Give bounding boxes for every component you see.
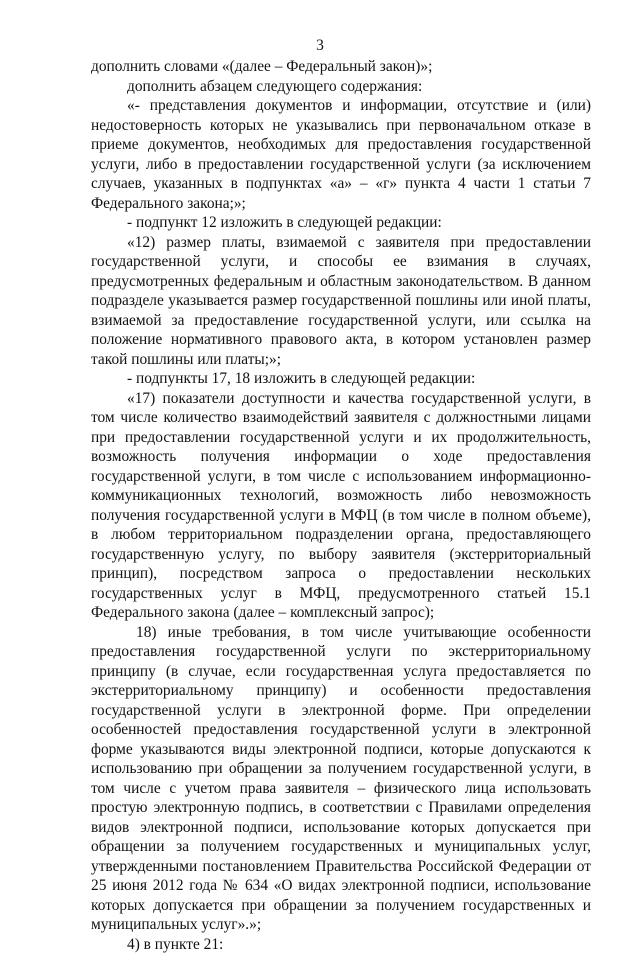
paragraph-subitem-12-intro: - подпункт 12 изложить в следующей редакции:: [91, 213, 591, 233]
page-number: 3: [0, 37, 640, 55]
paragraph-item-4: 4) в пункте 21:: [91, 935, 591, 954]
paragraph-continuation: дополнить словами «(далее – Федеральный закон)»;: [91, 57, 591, 77]
document-body: [91, 57, 591, 954]
paragraph-subitem-17: «17) показатели доступности и качества государственной услуги, в том числе количество взаимодействий заявителя с должностными лицами при предоставлении государственной услуги и их продолжительность, возможность получения информации о ходе предоставления государственной услуги, в том числе с использованием информационно-коммуникационных технологий, возможность либо невозможность получения государственной услуги в МФЦ (в том числе в полном объеме), в любом территориальном подразделении органа, предоставляющего государственную услугу, по выбору заявителя (экстерриториальный принцип), посредством запроса о предоставлении нескольких государственных услуг в МФЦ, предусмотренного статьей 15.1 Федерального закона (далее – комплексный запрос);: [91, 389, 591, 623]
paragraph-subitems-17-18-intro: - подпункты 17, 18 изложить в следующей редакции:: [91, 369, 591, 389]
paragraph-add-clause: дополнить абзацем следующего содержания:: [91, 77, 591, 97]
paragraph-quoted-clause: «- представления документов и информации, отсутствие и (или) недостоверность которых не указывались при первоначальном отказе в приеме документов, необходимых для предоставления государственной услуги, либо в предоставлении государственной услуги (за исключением случаев, указанных в подпунктах «а» – «г» пункта 4 части 1 статьи 7 Федерального закона;»;: [91, 96, 591, 213]
paragraph-subitem-12: «12) размер платы, взимаемой с заявителя при предоставлении государственной услуги, и способы ее взимания в случаях, предусмотренных федеральным и областным законодательством. В данном подразделе указывается размер государственной пошлины или иной платы, взимаемой за предоставление государственной услуги, или ссылка на положение нормативного правового акта, в котором установлен размер такой пошлины или платы;»;: [91, 233, 591, 370]
paragraph-subitem-18: 18) иные требования, в том числе учитывающие особенности предоставления государственной услуги по экстерриториальному принципу (в случае, если государственная услуга предоставляется по экстерриториальному принципу) и особенности предоставления государственной услуги в электронной форме. При определении особенностей предоставления государственной услуги в электронной форме указываются виды электронной подписи, которые допускаются к использованию при обращении за получением государственной услуги, в том числе с учетом права заявителя – физического лица использовать простую электронную подпись, в соответствии с Правилами определения видов электронной подписи, использование которых допускается при обращении за получением государственных и муниципальных услуг, утвержденными постановлением Правительства Российской Федерации от 25 июня 2012 года № 634 «О видах электронной подписи, использование которых допускается при обращении за получением государственных и муниципальных услуг».»;: [91, 623, 591, 935]
